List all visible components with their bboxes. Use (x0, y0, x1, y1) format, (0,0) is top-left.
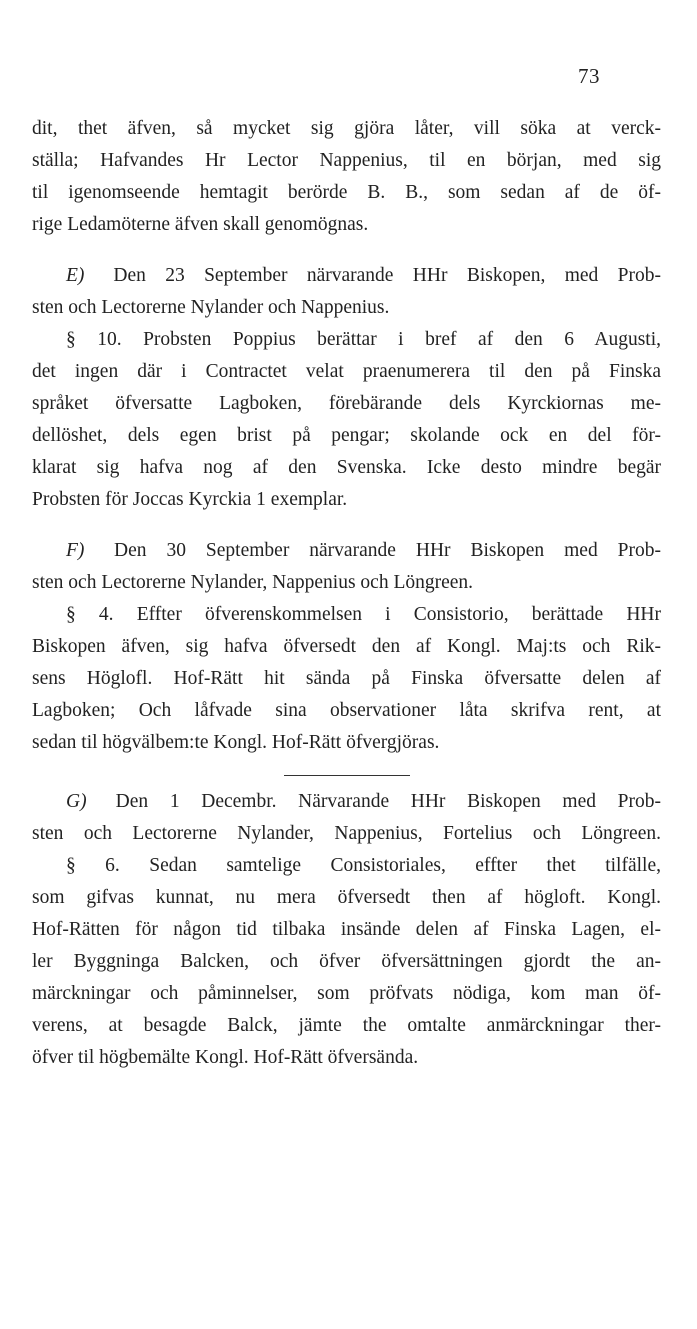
text-line: det ingen där i Contractet velat praenumerera til den på Finska (32, 361, 661, 382)
text-line: verens, at besagde Balck, jämte the omtalte anmärckningar ther- (32, 1015, 661, 1036)
text-line: dellöshet, dels egen brist på pengar; skolande ock en del för- (32, 425, 661, 446)
section-heading-line (32, 786, 661, 818)
text-line: Lagboken; Och låfvade sina observationer låta skrifva rent, at (32, 700, 661, 721)
text-line: Biskopen äfven, sig hafva öfversedt den af Kongl. Maj:ts och Rik- (32, 636, 661, 657)
text-line: som gifvas kunnat, nu mera öfversedt then af högloft. Kongl. (32, 887, 661, 908)
page-body (32, 113, 661, 1074)
text-line: dit, thet äfven, så mycket sig gjöra låter, vill söka at verck- (32, 118, 661, 139)
text-line: rige Ledamöterne äfven skall genomögnas. (32, 214, 369, 235)
section-divider (284, 775, 410, 776)
section-g (32, 786, 661, 1074)
intro-paragraph (32, 113, 661, 241)
text-line: språket öfversatte Lagboken, förebärande dels Kyrckiornas me- (32, 393, 661, 414)
text-line: Probsten för Joccas Kyrckia 1 exemplar. (32, 489, 348, 510)
section-letter: F) (66, 540, 85, 561)
text-line: sens Höglofl. Hof-Rätt hit sända på Finska öfversatte delen af (32, 668, 661, 689)
text-line: til igenomseende hemtagit berörde B. B., som sedan af de öf- (32, 182, 661, 203)
section-letter: E) (66, 265, 85, 286)
section-heading-line: sten och Lectorerne Nylander, Nappenius och Löngreen. (32, 572, 474, 593)
section-heading-text: Den 30 September närvarande HHr Biskopen med Prob- (113, 540, 661, 561)
text-line: ställa; Hafvandes Hr Lector Nappenius, til en början, med sig (32, 150, 661, 171)
section-heading-line (32, 535, 661, 567)
text-line: sedan til högvälbem:te Kongl. Hof-Rätt öfvergjöras. (32, 732, 440, 753)
section-heading-line (32, 260, 661, 292)
text-line: öfver til högbemälte Kongl. Hof-Rätt öfversända. (32, 1047, 419, 1068)
section-f (32, 535, 661, 759)
page-number: 73 (578, 64, 600, 88)
section-e (32, 260, 661, 516)
text-line: Hof-Rätten för någon tid tilbaka insände delen af Finska Lagen, el- (32, 919, 661, 940)
section-letter: G) (66, 791, 87, 812)
section-heading-text: Den 23 September närvarande HHr Biskopen, med Prob- (113, 265, 661, 286)
text-line: märckningar och påminnelser, som pröfvats nödiga, kom man öf- (32, 983, 661, 1004)
section-heading-line: sten och Lectorerne Nylander och Nappenius. (32, 297, 390, 318)
text-line: § 6. Sedan samtelige Consistoriales, effter thet tilfälle, (66, 855, 661, 876)
text-line: klarat sig hafva nog af den Svenska. Icke desto mindre begär (32, 457, 661, 478)
text-line: ler Byggninga Balcken, och öfver öfversättningen gjordt the an- (32, 951, 661, 972)
text-line: § 4. Effter öfverenskommelsen i Consistorio, berättade HHr (66, 604, 661, 625)
text-line: § 10. Probsten Poppius berättar i bref af den 6 Augusti, (66, 329, 661, 350)
section-heading-line: sten och Lectorerne Nylander, Nappenius, Fortelius och Löngreen. (32, 823, 661, 844)
section-heading-text: Den 1 Decembr. Närvarande HHr Biskopen med Prob- (115, 791, 661, 812)
